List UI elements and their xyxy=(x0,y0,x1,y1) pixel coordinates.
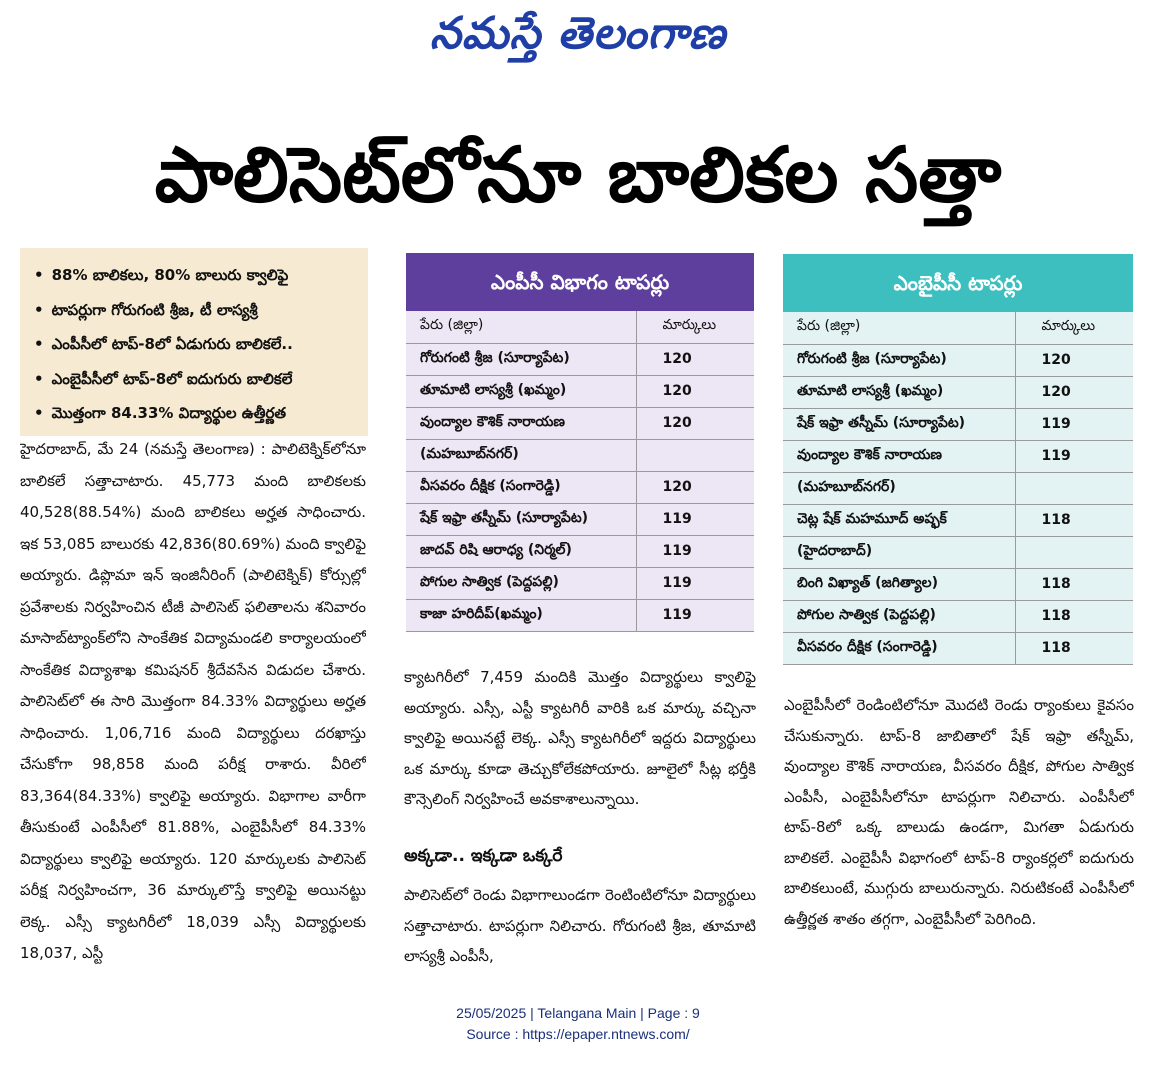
article-subhead: అక్కడా.. ఇక్కడా ఒక్కరే xyxy=(404,846,563,866)
topper-marks: 118 xyxy=(1015,600,1133,632)
topper-marks: 118 xyxy=(1015,568,1133,600)
table-row xyxy=(783,536,1133,568)
topper-marks: 118 xyxy=(1015,632,1133,664)
table-row xyxy=(406,503,754,535)
topper-name: పోగుల సాత్విక (పెద్దపల్లి) xyxy=(406,567,636,599)
topper-marks xyxy=(1015,536,1133,568)
bipc-toppers-table xyxy=(783,254,1133,665)
topper-marks: 119 xyxy=(1015,408,1133,440)
table-row xyxy=(783,504,1133,536)
topper-marks xyxy=(1015,472,1133,504)
topper-marks: 120 xyxy=(1015,376,1133,408)
topper-name: (మహబూబ్‌నగర్‌) xyxy=(783,472,1015,504)
table-row xyxy=(783,440,1133,472)
page-footer xyxy=(0,1003,1156,1045)
table-row xyxy=(406,407,754,439)
table-row xyxy=(783,376,1133,408)
highlights-box xyxy=(20,248,368,436)
mpc-table-title: ఎంపీసీ విభాగం టాపర్లు xyxy=(406,253,754,311)
topper-name: గోరుగంటి శ్రీజ (సూర్యాపేట) xyxy=(406,343,636,375)
topper-name: వీసవరం దీక్షిక (సంగారెడ్డి) xyxy=(406,471,636,503)
topper-name: కాజా హరిదీప్‌(ఖమ్మం) xyxy=(406,599,636,631)
topper-name: తూమాటి లాస్యశ్రీ (ఖమ్మం) xyxy=(783,376,1015,408)
topper-marks: 119 xyxy=(636,503,754,535)
column-header-name: పేరు (జిల్లా) xyxy=(783,312,1015,344)
topper-marks: 120 xyxy=(636,407,754,439)
topper-name: పోగుల సాత్విక (పెద్దపల్లి) xyxy=(783,600,1015,632)
table-row xyxy=(406,343,754,375)
highlight-item: • ఎంపీసీలో టాప్‌-8లో ఏడుగురు బాలికలే.. xyxy=(34,327,360,362)
highlight-item: • 88% బాలికలు, 80% బాలురు క్వాలిఫై xyxy=(34,258,360,293)
topper-marks: 119 xyxy=(636,567,754,599)
topper-marks: 119 xyxy=(1015,440,1133,472)
topper-name: షేక్‌ ఇఫ్రా తస్నీమ్‌ (సూర్యాపేట) xyxy=(783,408,1015,440)
column-header-marks: మార్కులు xyxy=(636,311,754,343)
table-row xyxy=(406,599,754,631)
topper-name: బింగి విఖ్యాత్‌ (జగిత్యాల) xyxy=(783,568,1015,600)
bipc-table-title: ఎంబైపీసీ టాపర్లు xyxy=(783,254,1133,312)
topper-marks: 120 xyxy=(1015,344,1133,376)
table-row xyxy=(783,408,1133,440)
table-row xyxy=(406,567,754,599)
highlight-item: • ఎంబైపీసీలో టాప్‌-8లో ఐదుగురు బాలికలే xyxy=(34,362,360,397)
topper-name: గోరుగంటి శ్రీజ (సూర్యాపేట) xyxy=(783,344,1015,376)
topper-name: తూమాటి లాస్యశ్రీ (ఖమ్మం) xyxy=(406,375,636,407)
topper-marks: 119 xyxy=(636,599,754,631)
article-headline: పాలిసెట్‌లోనూ బాలికల సత్తా xyxy=(154,130,1002,219)
table-row xyxy=(783,600,1133,632)
topper-name: వీసవరం దీక్షిక (సంగారెడ్డి) xyxy=(783,632,1015,664)
article-body-column-1: హైదరాబాద్‌, మే 24 (నమస్తే తెలంగాణ) : పాలిటెక్నిక్‌లోనూ బాలికలే సత్తాచాటారు. 45,773 మంది బాలికలకు 40,528(88.54%) మంది బాలికలు అర్హత సాధించారు. ఇక 53,085 బాలురకు 42,836(80.69%) మంది క్వాలిఫై అయ్యారు. డిప్లొమా ఇన్‌ ఇంజినీరింగ్‌ (పాలిటెక్నిక్‌) కోర్సుల్లో ప్రవేశాలకు నిర్వహించిన టీజీ పాలిసెట్‌ ఫలితాలను శనివారం మాసాబ్‌ట్యాంక్‌లోని సాంకేతిక విద్యామండలి కార్యాలయంలో సాంకేతిక విద్యాశాఖ కమిషనర్‌ శ్రీదేవసేన విడుదల చేశారు. పాలిసెట్‌లో ఈ సారి మొత్తంగా 84.33% విద్యార్థులు అర్హత సాధించారు. 1,06,716 మంది విద్యార్థులు దరఖాస్తు చేసుకోగా 98,858 మంది పరీక్ష రాశారు. వీరిలో 83,364(84.33%) క్వాలిఫై అయ్యారు. విభాగాల వారీగా తీసుకుంటే ఎంపీసీలో 81.88%, ఎంబైపీసీలో 84.33% విద్యార్థులు క్వాలిఫై అయ్యారు. 120 మార్కులకు పాలిసెట్‌ పరీక్ష నిర్వహించగా, 36 మార్కులొస్తే క్వాలిఫై అయినట్టు లెక్క. ఎస్సీ క్యాటగిరీలో 18,039 ఎస్సీ విద్యార్థులకు 18,037, ఎస్టీ xyxy=(20,440,366,962)
highlight-item: • టాపర్లుగా గోరుగంటి శ్రీజ, టీ లాస్యశ్రీ xyxy=(34,293,360,328)
topper-marks: 118 xyxy=(1015,504,1133,536)
topper-name: చెట్ల షేక్‌ మహమూద్‌ అష్ఫక్‌ xyxy=(783,504,1015,536)
table-row xyxy=(783,632,1133,664)
table-row xyxy=(783,568,1133,600)
table-header-row xyxy=(783,312,1133,344)
newspaper-masthead: నమస్తే తెలంగాణ xyxy=(429,8,727,59)
article-body-column-2-continued: పాలిసెట్‌లో రెండు విభాగాలుండగా రెంటింటిలోనూ విద్యార్థులు సత్తాచాటారు. టాపర్లుగా నిలిచారు. గోరుగంటి శ్రీజ, తూమాటి లాస్యశ్రీ ఎంపీసీ, xyxy=(404,886,756,965)
table-row xyxy=(406,439,754,471)
topper-name: (హైదరాబాద్‌) xyxy=(783,536,1015,568)
article-body-column-2: క్యాటగిరీలో 7,459 మందికి మొత్తం విద్యార్థులు క్వాలిఫై అయ్యారు. ఎస్సీ, ఎస్టీ క్యాటగిరీ వారికి ఒక మార్కు వచ్చినా క్వాలిఫై అయినట్టే లెక్క. ఎస్సీ క్యాటగిరీలో ఇద్దరు విద్యార్థులు ఒక మార్కు కూడా తెచ్చుకోలేకపోయారు. జూలైలో సీట్ల భర్తీకి కౌన్సెలింగ్‌ నిర్వహించే అవకాశాలున్నాయి. xyxy=(404,668,756,808)
topper-name: షేక్‌ ఇఫ్రా తస్నీమ్‌ (సూర్యాపేట) xyxy=(406,503,636,535)
table-row xyxy=(406,375,754,407)
topper-marks: 120 xyxy=(636,343,754,375)
table-row xyxy=(406,535,754,567)
mpc-toppers-table xyxy=(406,253,754,632)
table-header-row xyxy=(406,311,754,343)
article-body-column-3: ఎంబైపీసీలో రెండింటిలోనూ మొదటి రెండు ర్యాంకులు కైవసం చేసుకున్నారు. టాప్‌-8 జాబితాలో షేక్‌ ఇఫ్రా తస్నీమ్‌, వుంద్యాల కౌశిక్‌ నారాయణ, వీసవరం దీక్షిక, పోగుల సాత్విక ఎంపీసీ, ఎంబైపీసీలోనూ టాపర్లుగా నిలిచారు. ఎంపీసీలో టాప్‌-8లో ఒక్క బాలుడు ఉండగా, మిగతా ఏడుగురు బాలికలే. ఎంబైపీసీ విభాగంలో టాప్‌-8 ర్యాంకర్లలో ఐదుగురు బాలికలుంటే, ముగ్గురు బాలురున్నారు. నిరుటికంటే ఎంపీసీలో ఉత్తీర్ణత శాతం తగ్గగా, ఎంబైపీసీలో పెరిగింది. xyxy=(784,696,1134,928)
topper-name: వుంద్యాల కౌశిక్‌ నారాయణ xyxy=(783,440,1015,472)
topper-marks: 120 xyxy=(636,375,754,407)
table-row xyxy=(783,344,1133,376)
topper-marks xyxy=(636,439,754,471)
topper-marks: 120 xyxy=(636,471,754,503)
topper-name: వుంద్యాల కౌశిక్‌ నారాయణ xyxy=(406,407,636,439)
topper-name: జాదవ్‌ రిషి ఆరాధ్య (నిర్మల్‌) xyxy=(406,535,636,567)
column-header-marks: మార్కులు xyxy=(1015,312,1133,344)
footer-date-page: 25/05/2025 | Telangana Main | Page : 9 xyxy=(456,1005,700,1021)
footer-source-link[interactable]: Source : https://epaper.ntnews.com/ xyxy=(466,1026,690,1042)
highlight-item: • మొత్తంగా 84.33% విద్యార్థుల ఉత్తీర్ణత xyxy=(34,396,360,431)
topper-marks: 119 xyxy=(636,535,754,567)
table-row xyxy=(783,472,1133,504)
table-row xyxy=(406,471,754,503)
column-header-name: పేరు (జిల్లా) xyxy=(406,311,636,343)
topper-name: (మహబూబ్‌నగర్‌) xyxy=(406,439,636,471)
